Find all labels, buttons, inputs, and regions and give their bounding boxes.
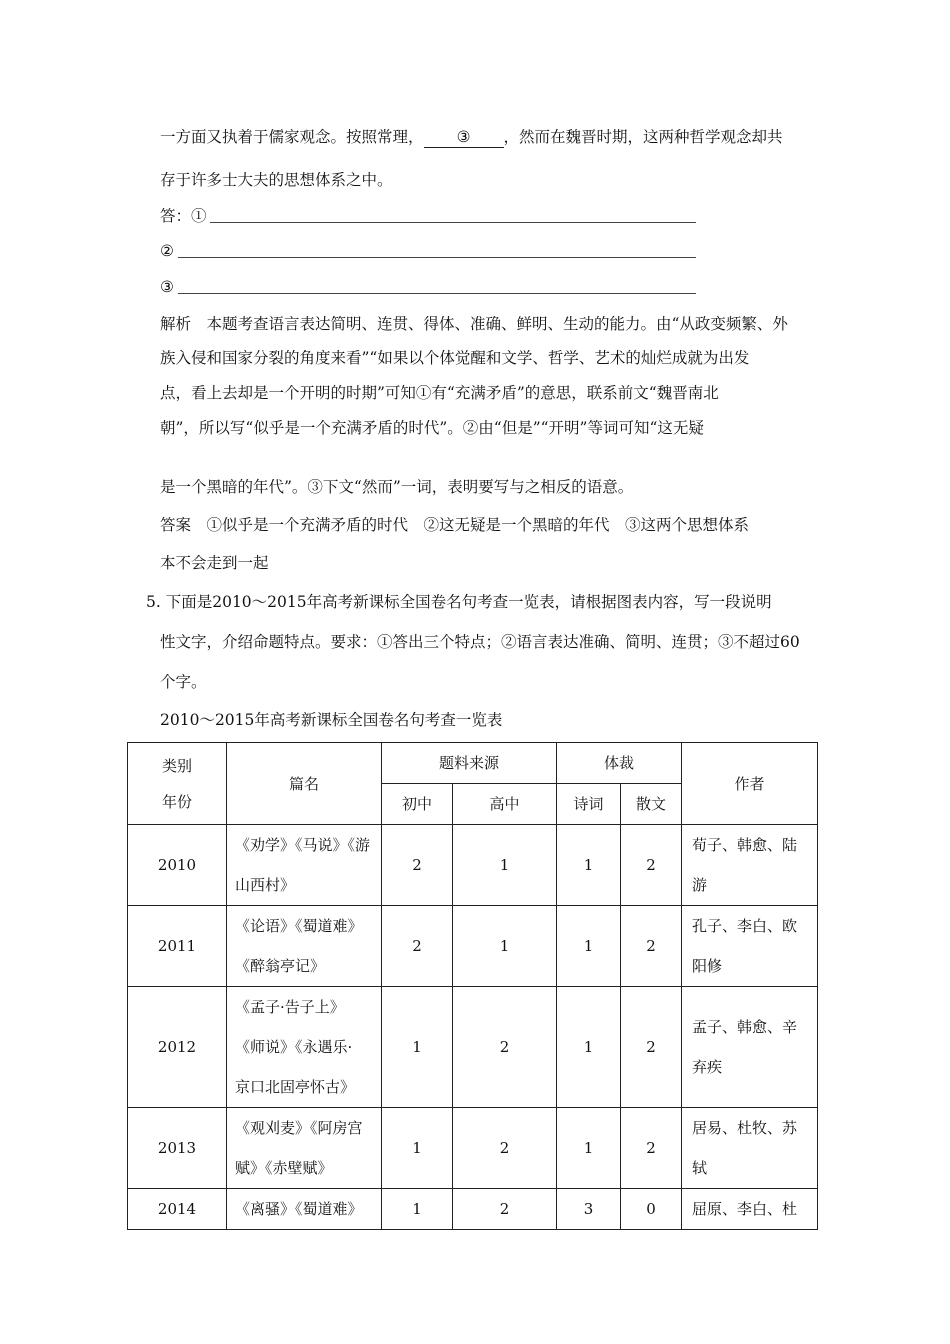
answer-label-3: ③ — [160, 278, 174, 296]
header-junior: 初中 — [382, 784, 453, 825]
analysis-line: 族入侵和国家分裂的角度来看”“如果以个体觉醒和文学、哲学、艺术的灿烂成就为出发 — [160, 349, 750, 367]
cell-senior: 1 — [453, 906, 557, 987]
cell-senior: 1 — [453, 825, 557, 906]
question-5-line: 5. 下面是2010～2015年高考新课标全国卷名句考查一览表，请根据图表内容，写一段说明 — [146, 593, 772, 611]
answer-blank-line-1 — [210, 222, 696, 223]
answer-blank-line-3 — [178, 293, 696, 294]
header-source-group: 题料来源 — [382, 743, 557, 784]
cell-authors: 孟子、韩愈、辛 弃疾 — [682, 987, 818, 1108]
cell-authors: 屈原、李白、杜 — [682, 1189, 818, 1230]
exam-quote-table — [127, 742, 818, 1230]
cell-titles: 《观刈麦》《阿房宫 赋》《赤壁赋》 — [227, 1108, 382, 1189]
cell-senior: 2 — [453, 987, 557, 1108]
table-row — [128, 825, 818, 906]
cell-junior: 2 — [382, 825, 453, 906]
table-header-row — [128, 743, 818, 784]
cell-authors: 居易、杜牧、苏 轼 — [682, 1108, 818, 1189]
answer-blank-line-2 — [178, 257, 696, 258]
header-senior: 高中 — [453, 784, 557, 825]
cell-junior: 2 — [382, 906, 453, 987]
cell-junior: 1 — [382, 1189, 453, 1230]
analysis-line: 朝”，所以写“似乎是一个充满矛盾的时代”。②由“但是”“开明”等词可知“这无疑 — [160, 419, 704, 437]
analysis-line: 点，看上去却是一个开明的时期”可知①有“充满矛盾”的意思，联系前文“魏晋南北 — [160, 384, 719, 402]
cell-year: 2011 — [128, 906, 227, 987]
passage-line-1 — [160, 127, 783, 148]
cell-year: 2013 — [128, 1108, 227, 1189]
question-5-line: 性文字，介绍命题特点。要求：①答出三个特点；②语言表达准确、简明、连贯；③不超过60 — [160, 633, 800, 651]
passage-line-2: 存于许多士大夫的思想体系之中。 — [160, 171, 393, 189]
cell-junior: 1 — [382, 987, 453, 1108]
header-genre-group: 体裁 — [557, 743, 682, 784]
analysis-line: 是一个黑暗的年代”。③下文“然而”一词，表明要写与之相反的语意。 — [160, 478, 634, 496]
table-row — [128, 987, 818, 1108]
cell-poetry: 1 — [557, 825, 621, 906]
cell-year: 2014 — [128, 1189, 227, 1230]
cell-senior: 2 — [453, 1189, 557, 1230]
cell-prose: 0 — [621, 1189, 682, 1230]
answer-line: 本不会走到一起 — [160, 554, 269, 572]
cell-titles: 《孟子·告子上》 《师说》《永遇乐· 京口北固亭怀古》 — [227, 987, 382, 1108]
cell-year: 2012 — [128, 987, 227, 1108]
header-author: 作者 — [682, 743, 818, 825]
cell-poetry: 1 — [557, 987, 621, 1108]
passage-text-after-blank: ，然而在魏晋时期，这两种哲学观念却共 — [503, 128, 783, 146]
table-row — [128, 1189, 818, 1230]
answer-label-1: 答：① — [160, 207, 207, 225]
answer-label-2: ② — [160, 242, 174, 260]
cell-poetry: 1 — [557, 1108, 621, 1189]
passage-text-before-blank: 一方面又执着于儒家观念。按照常理， — [160, 128, 424, 146]
table-row — [128, 906, 818, 987]
cell-titles: 《论语》《蜀道难》 《醉翁亭记》 — [227, 906, 382, 987]
analysis-line: 解析 本题考查语言表达简明、连贯、得体、准确、鲜明、生动的能力。由“从政变频繁、外 — [160, 315, 788, 333]
table-row — [128, 1108, 818, 1189]
header-category-year: 类别 年份 — [128, 743, 227, 825]
cell-prose: 2 — [621, 1108, 682, 1189]
cell-prose: 2 — [621, 987, 682, 1108]
cell-poetry: 3 — [557, 1189, 621, 1230]
question-5-line: 个字。 — [160, 673, 207, 691]
cell-senior: 2 — [453, 1108, 557, 1189]
header-poetry: 诗词 — [557, 784, 621, 825]
cell-titles: 《劝学》《马说》《游 山西村》 — [227, 825, 382, 906]
cell-authors: 孔子、李白、欧 阳修 — [682, 906, 818, 987]
cell-authors: 荀子、韩愈、陆 游 — [682, 825, 818, 906]
cell-prose: 2 — [621, 825, 682, 906]
header-prose: 散文 — [621, 784, 682, 825]
cell-junior: 1 — [382, 1108, 453, 1189]
cell-prose: 2 — [621, 906, 682, 987]
cell-year: 2010 — [128, 825, 227, 906]
cell-poetry: 1 — [557, 906, 621, 987]
table-title: 2010～2015年高考新课标全国卷名句考查一览表 — [160, 711, 503, 729]
cell-titles: 《离骚》《蜀道难》 — [227, 1189, 382, 1230]
blank-3: ③ — [424, 127, 504, 148]
answer-line: 答案 ①似乎是一个充满矛盾的时代 ②这无疑是一个黑暗的年代 ③这两个思想体系 — [160, 516, 750, 534]
header-title: 篇名 — [227, 743, 382, 825]
